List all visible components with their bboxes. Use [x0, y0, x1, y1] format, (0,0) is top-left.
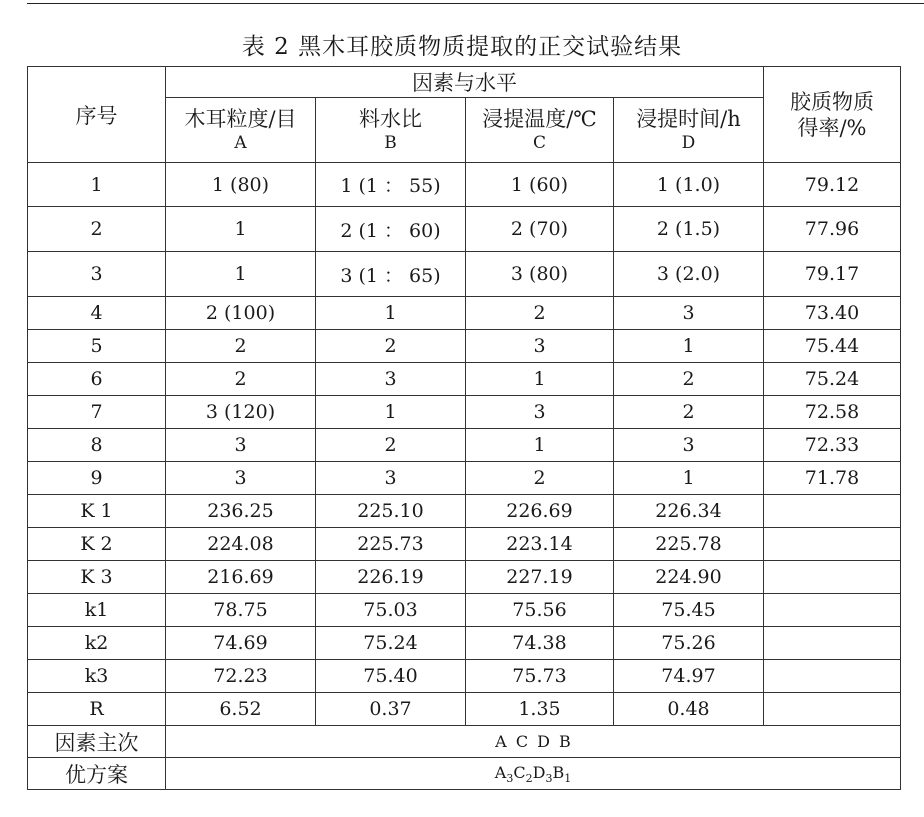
yield-cell: [764, 528, 901, 561]
factor-level-cell: 223.14: [466, 528, 614, 561]
row-label-cell: K 1: [28, 495, 166, 528]
factor-level-cell: 3 (1 ： 65): [316, 252, 466, 297]
yield-cell: 75.24: [764, 363, 901, 396]
header-seq: 序号: [28, 67, 166, 163]
optimal-scheme-label: 优方案: [28, 758, 166, 790]
scheme-factor-letter: B: [552, 762, 565, 782]
factor-level-cell: 2: [614, 363, 764, 396]
table-row: [28, 252, 901, 297]
table-row: [28, 627, 901, 660]
factor-level-cell: 1: [614, 330, 764, 363]
table-row: [28, 561, 901, 594]
factor-level-cell: 1 (1.0): [614, 163, 764, 207]
factor-level-cell: 6.52: [166, 693, 316, 726]
factor-level-cell: 72.23: [166, 660, 316, 693]
scheme-factor-letter: A: [494, 762, 507, 782]
factor-level-cell: 74.97: [614, 660, 764, 693]
factor-level-cell: 2: [316, 330, 466, 363]
scheme-factor-level: 3: [506, 771, 514, 785]
factor-level-cell: 1: [316, 396, 466, 429]
table-row: [28, 495, 901, 528]
factor-level-cell: 1: [316, 297, 466, 330]
yield-cell: 71.78: [764, 462, 901, 495]
row-label-cell: 6: [28, 363, 166, 396]
factor-level-cell: 227.19: [466, 561, 614, 594]
factor-level-cell: 3: [166, 429, 316, 462]
table-title: 表 2 黑木耳胶质物质提取的正交试验结果: [241, 34, 683, 60]
factor-level-cell: 3: [316, 462, 466, 495]
factor-level-cell: 1: [614, 462, 764, 495]
row-label-cell: K 2: [28, 528, 166, 561]
factor-level-cell: 74.69: [166, 627, 316, 660]
factor-level-cell: 75.03: [316, 594, 466, 627]
row-label-cell: 5: [28, 330, 166, 363]
factor-level-cell: 2 (70): [466, 207, 614, 252]
factor-level-cell: 1 (60): [466, 163, 614, 207]
factor-level-cell: 3 (80): [466, 252, 614, 297]
row-label-cell: k1: [28, 594, 166, 627]
row-label-cell: K 3: [28, 561, 166, 594]
factor-level-cell: 1: [166, 252, 316, 297]
table-row: [28, 163, 901, 207]
header-factor-b: [316, 98, 466, 163]
factor-name: 浸提时间/h: [636, 107, 741, 131]
yield-cell: [764, 660, 901, 693]
top-rule: [27, 3, 924, 4]
table-row: [28, 462, 901, 495]
scheme-factor-level: 3: [545, 771, 553, 785]
yield-cell: 77.96: [764, 207, 901, 252]
yield-cell: 73.40: [764, 297, 901, 330]
scheme-factor-letter: D: [532, 762, 546, 782]
factor-level-cell: 226.69: [466, 495, 614, 528]
row-label-cell: k2: [28, 627, 166, 660]
factor-order-value: A C D B: [166, 726, 901, 758]
table-row: [28, 330, 901, 363]
yield-cell: [764, 495, 901, 528]
row-label-cell: 1: [28, 163, 166, 207]
factor-level-cell: 2 (1.5): [614, 207, 764, 252]
table-row: [28, 528, 901, 561]
factor-level-cell: 224.08: [166, 528, 316, 561]
header-result-line2: 得率/%: [797, 115, 867, 140]
header-factor-c: [466, 98, 614, 163]
yield-cell: [764, 594, 901, 627]
factor-level-cell: 2: [316, 429, 466, 462]
factor-level-cell: 3 (2.0): [614, 252, 764, 297]
factor-level-cell: 75.26: [614, 627, 764, 660]
factor-level-cell: 225.78: [614, 528, 764, 561]
table-row: [28, 594, 901, 627]
factor-level-cell: 75.40: [316, 660, 466, 693]
row-label-cell: 7: [28, 396, 166, 429]
header-factor-d: [614, 98, 764, 163]
factor-name: 木耳粒度/目: [184, 107, 297, 131]
factor-name: 料水比: [359, 107, 422, 131]
orthogonal-test-table: [27, 66, 901, 790]
table-row: [28, 363, 901, 396]
factor-level-cell: 75.45: [614, 594, 764, 627]
scheme-factor-level: 1: [564, 771, 572, 785]
row-label-cell: 3: [28, 252, 166, 297]
header-factor-a: [166, 98, 316, 163]
optimal-scheme-value: [166, 758, 901, 790]
factor-level-cell: 226.34: [614, 495, 764, 528]
row-label-cell: k3: [28, 660, 166, 693]
factor-level-cell: 1.35: [466, 693, 614, 726]
factor-level-cell: 3: [466, 396, 614, 429]
header-result: [764, 67, 901, 163]
factor-name: 浸提温度/℃: [482, 107, 597, 131]
yield-cell: 79.17: [764, 252, 901, 297]
table-row: [28, 207, 901, 252]
table-row: [28, 297, 901, 330]
factor-level-cell: 2 (1 ： 60): [316, 207, 466, 252]
row-label-cell: R: [28, 693, 166, 726]
factor-level-cell: 225.73: [316, 528, 466, 561]
row-label-cell: 2: [28, 207, 166, 252]
yield-cell: 75.44: [764, 330, 901, 363]
scheme-factor-letter: C: [513, 762, 526, 782]
table-row: [28, 660, 901, 693]
factor-level-cell: 75.24: [316, 627, 466, 660]
yield-cell: 79.12: [764, 163, 901, 207]
factor-order-label: 因素主次: [28, 726, 166, 758]
row-label-cell: 9: [28, 462, 166, 495]
factor-code: D: [681, 133, 696, 153]
factor-order-row: [28, 726, 901, 758]
factor-level-cell: 2: [166, 363, 316, 396]
factor-level-cell: 224.90: [614, 561, 764, 594]
optimal-scheme-row: [28, 758, 901, 790]
factor-level-cell: 2: [166, 330, 316, 363]
factor-code: B: [384, 133, 397, 153]
factor-level-cell: 0.48: [614, 693, 764, 726]
factor-level-cell: 3: [614, 429, 764, 462]
table-row: [28, 429, 901, 462]
yield-cell: 72.33: [764, 429, 901, 462]
header-factor-group: 因素与水平: [166, 67, 764, 98]
factor-level-cell: 3 (120): [166, 396, 316, 429]
yield-cell: [764, 693, 901, 726]
factor-level-cell: 1: [466, 363, 614, 396]
factor-level-cell: 3: [316, 363, 466, 396]
factor-level-cell: 78.75: [166, 594, 316, 627]
factor-level-cell: 0.37: [316, 693, 466, 726]
factor-code: A: [234, 133, 247, 153]
factor-level-cell: 2: [614, 396, 764, 429]
factor-level-cell: 3: [466, 330, 614, 363]
factor-level-cell: 75.73: [466, 660, 614, 693]
factor-level-cell: 3: [614, 297, 764, 330]
yield-cell: [764, 561, 901, 594]
scheme-factor-level: 2: [525, 771, 533, 785]
factor-level-cell: 216.69: [166, 561, 316, 594]
factor-level-cell: 226.19: [316, 561, 466, 594]
factor-level-cell: 1 (1 ： 55): [316, 163, 466, 207]
factor-level-cell: 3: [166, 462, 316, 495]
factor-level-cell: 225.10: [316, 495, 466, 528]
factor-level-cell: 2: [466, 462, 614, 495]
factor-level-cell: 236.25: [166, 495, 316, 528]
factor-level-cell: 2: [466, 297, 614, 330]
factor-level-cell: 75.56: [466, 594, 614, 627]
yield-cell: [764, 627, 901, 660]
factor-level-cell: 74.38: [466, 627, 614, 660]
yield-cell: 72.58: [764, 396, 901, 429]
row-label-cell: 8: [28, 429, 166, 462]
factor-level-cell: 2 (100): [166, 297, 316, 330]
factor-level-cell: 1: [466, 429, 614, 462]
factor-code: C: [532, 133, 546, 153]
header-result-line1: 胶质物质: [790, 89, 874, 114]
factor-level-cell: 1 (80): [166, 163, 316, 207]
row-label-cell: 4: [28, 297, 166, 330]
table-row: [28, 396, 901, 429]
factor-level-cell: 1: [166, 207, 316, 252]
table-row: [28, 693, 901, 726]
